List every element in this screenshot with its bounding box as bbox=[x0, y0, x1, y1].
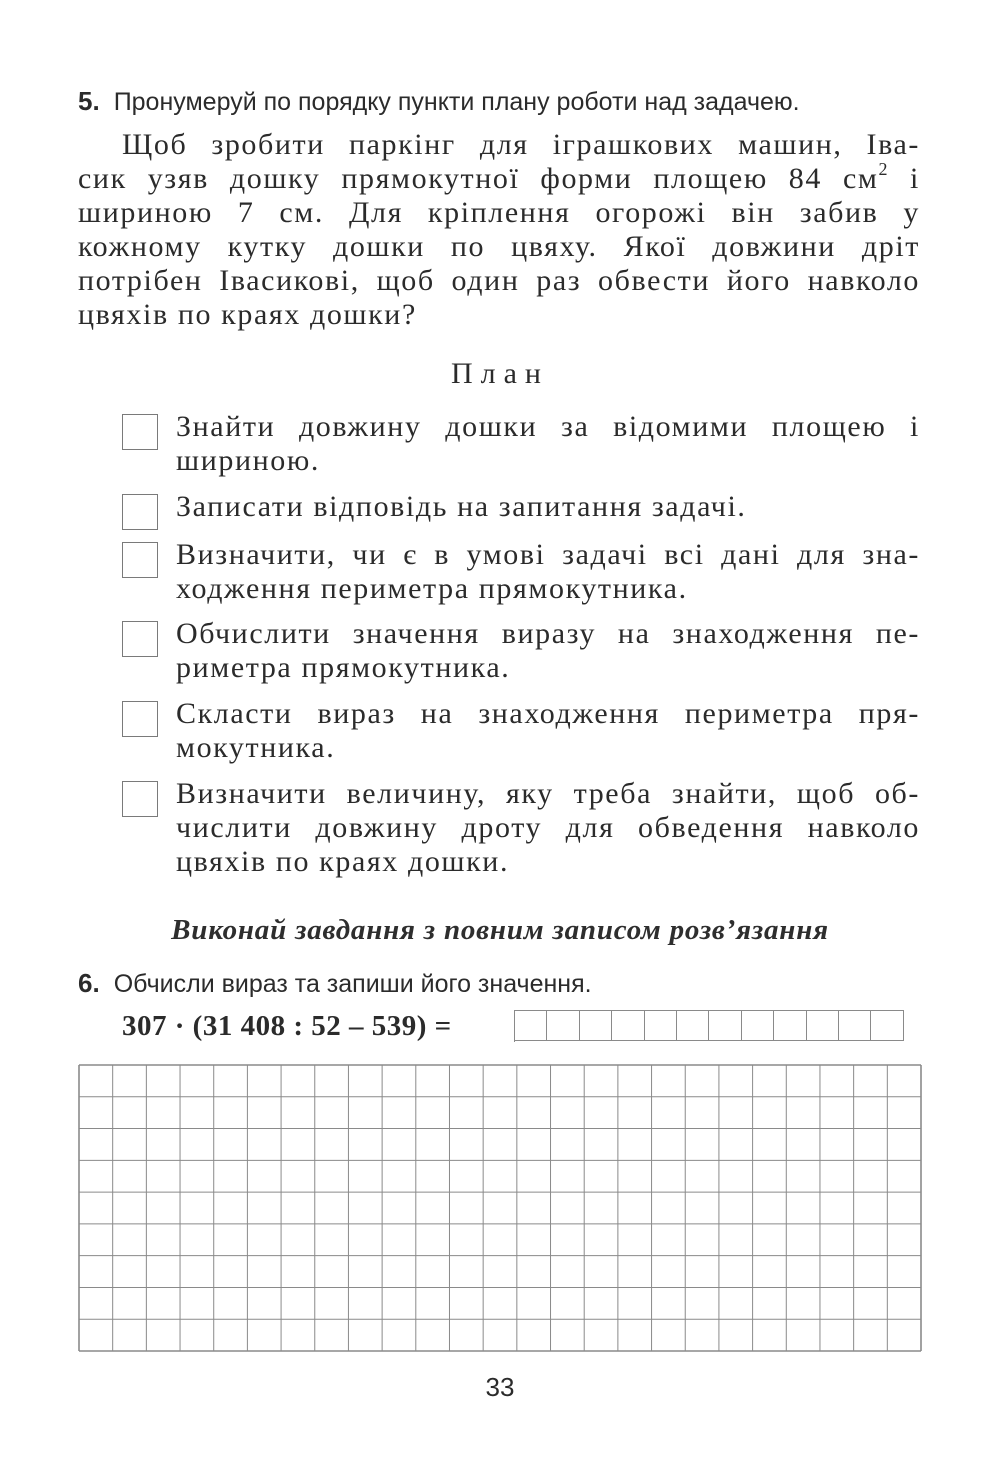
work-grid[interactable] bbox=[78, 1064, 922, 1352]
plan-item-text: Обчислити значення виразу на знаходження пе- риметра прямокутника. bbox=[176, 617, 920, 684]
plan-item-text: Записати відповідь на запитання задачі. bbox=[176, 490, 747, 523]
answer-cell[interactable] bbox=[677, 1010, 709, 1041]
answer-cell[interactable] bbox=[774, 1010, 806, 1041]
plan-item-text: Знайти довжину дошки за відомими площею і шириною. bbox=[176, 410, 920, 477]
task-5-header bbox=[78, 86, 800, 117]
plan-number-box[interactable] bbox=[122, 621, 158, 657]
answer-cell[interactable] bbox=[709, 1010, 741, 1041]
plan-number-box[interactable] bbox=[122, 494, 158, 530]
problem-line-1: Щоб зробити паркінг для іграшкових машин, Іва- bbox=[122, 128, 920, 161]
problem-line-2: сик узяв дошку прямокутної форми площею 84 $см^2$ і bbox=[78, 159, 920, 195]
answer-cell[interactable] bbox=[547, 1010, 579, 1041]
answer-cell[interactable] bbox=[871, 1010, 903, 1041]
answer-cell[interactable] bbox=[645, 1010, 677, 1041]
section-heading: Виконай завдання з повним записом розв’язання bbox=[171, 914, 829, 946]
answer-cell[interactable] bbox=[742, 1010, 774, 1041]
plan-number-box[interactable] bbox=[122, 701, 158, 737]
problem-line-6: цвяхів по краях дошки? bbox=[78, 298, 417, 331]
task-6-number: 6. bbox=[78, 968, 100, 998]
task-6-header bbox=[78, 968, 592, 999]
task-5-problem bbox=[78, 128, 920, 332]
answer-cell[interactable] bbox=[612, 1010, 644, 1041]
problem-line-5: потрібен Івасикові, щоб один раз обвести його навколо bbox=[78, 264, 920, 297]
plan-number-box[interactable] bbox=[122, 542, 158, 578]
math-expression: 307 · (31 408 : 52 – 539) = bbox=[122, 1010, 452, 1042]
plan-item-text: Визначити величину, яку треба знайти, щоб об- числити довжину дроту для обведення навколо цвяхів по краях дошки. bbox=[176, 777, 920, 878]
plan-title: План bbox=[450, 357, 549, 390]
answer-cell[interactable] bbox=[515, 1010, 547, 1041]
task-5-number: 5. bbox=[78, 86, 100, 116]
plan-item-text: Скласти вираз на знаходження периметра пря- мокутника. bbox=[176, 697, 920, 764]
task-6-instruction: Обчисли вираз та запиши його значення. bbox=[113, 970, 592, 998]
plan-item-text: Визначити, чи є в умові задачі всі дані для зна- ходження периметра прямокутника. bbox=[176, 538, 920, 605]
page-number: 33 bbox=[485, 1372, 515, 1402]
plan-number-box[interactable] bbox=[122, 781, 158, 817]
answer-cells[interactable] bbox=[514, 1010, 904, 1042]
problem-line-3: шириною 7 см. Для кріплення огорожі він забив у bbox=[78, 196, 920, 229]
task-5-instruction: Пронумеруй по порядку пункти плану роботи над задачею. bbox=[113, 88, 800, 116]
answer-cell[interactable] bbox=[839, 1010, 871, 1041]
problem-line-4: кожному кутку дошки по цвяху. Якої довжини дріт bbox=[78, 230, 920, 263]
answer-cell[interactable] bbox=[807, 1010, 839, 1041]
answer-cell[interactable] bbox=[580, 1010, 612, 1041]
plan-number-box[interactable] bbox=[122, 414, 158, 450]
superscript-two: 2 bbox=[878, 159, 890, 179]
